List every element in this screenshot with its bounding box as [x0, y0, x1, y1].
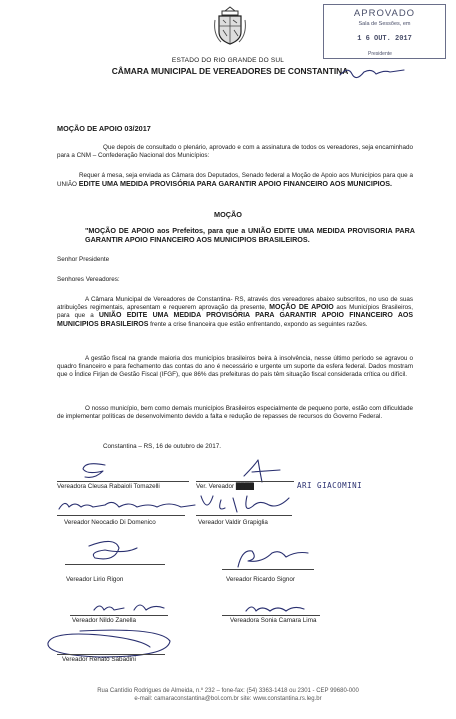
approval-stamp: [323, 4, 446, 59]
signature-label-neocadio: Vereador Neocadio Di Domenico: [64, 519, 156, 526]
request-text: Requer á mesa, seja enviada as Câmara dos Deputados, Senado federal a Moção de Apoio aos Municípios para que a UNIÃO: [57, 172, 413, 189]
signature-neocadio: [57, 495, 197, 515]
motion-text-c: aos Municípios Brasileiros, para que a: [57, 304, 413, 320]
signature-label-sonia: Vereadora Sonia Camara Lima: [230, 617, 317, 624]
signature-nildo: [92, 600, 168, 616]
motion-text-a: A Câmara Municipal de Vereadores de Constantina- RS, através dos vereadores abaixo subscritos, no uso de suas atribuições regimentais, apresentam e requerem aprovação da presente,: [57, 296, 413, 312]
signature-cleusa: [75, 461, 115, 483]
chamber-name: CÂMARA MUNICIPAL DE VEREADORES DE CONSTANTINA: [111, 66, 349, 76]
stamp-date: 1 6 OUT. 2017: [357, 35, 412, 43]
section-heading: MOÇÃO: [214, 210, 242, 219]
paragraph-municipality: O nosso município, bem como demais municípios Brasileiros especialmente de pequeno porte, estão com dificuldade de implementar políticas de desenvolvimento devido a falta e redução de repasses de recursos do Governo Federal.: [57, 405, 413, 421]
president-signature: [338, 66, 408, 80]
paragraph-fiscal: A gestão fiscal na grande maioria dos municípios brasileiros beira à insolvência, nesse último período se agravou o quadro financeiro e para fechamento das contas do ano é necessário e urgente um suporte da esfera federal. Dados mostram que o Índice Firjan de Gestão Fiscal (IFGF), que 86% das prefeituras do país têm situação fiscal considerada crítica ou difícil.: [57, 355, 413, 379]
request-bold: EDITE UMA MEDIDA PROVISÓRIA PARA GARANTIR APOIO FINANCEIRO AOS MUNICIPIOS.: [78, 179, 393, 189]
signature-ricardo: [232, 545, 312, 571]
paragraph-request: [57, 172, 413, 189]
signature-lirio: [85, 536, 145, 566]
signature-label-nildo: Vereador Nildo Zanella: [72, 617, 137, 624]
stamp-subtitle: Sala de Sessões, em: [358, 21, 411, 27]
motion-text-b: MOÇÃO DE APOIO: [269, 304, 334, 312]
stamp-role: Presidente: [368, 51, 392, 57]
signature-label-renato: Vereador Renato Sabadini: [62, 656, 136, 663]
dateline: Constantina – RS, 16 de outubro de 2017.: [103, 443, 221, 450]
signature-label-cleusa: Vereadora Cleusa Rabaioli Tomazelli: [57, 483, 160, 490]
signature-label-lirio: Vereador Lirio Rigon: [66, 576, 124, 583]
signature-label-valdir: Vereador Valdir Grapiglia: [198, 519, 268, 526]
signature-label-ari: Ver. Vereador ████: [196, 483, 254, 490]
paragraph-intro: Que depois de consultado o plenário, aprovado e com a assinatura de todos os vereadores, seja encaminhado para a CNM – Confederação Nacional dos Municípios:: [57, 144, 413, 160]
motion-quote: "MOÇÃO DE APOIO aos Prefeitos, para que a UNIÃO EDITE UMA MEDIDA PROVISORIA PARA GARANTIR APOIO FINANCEIRO AOS MUNICIPIOS BRASILEIROS.: [85, 226, 415, 244]
signature-label-ricardo: Vereador Ricardo Signor: [226, 576, 295, 583]
municipal-crest-icon: [213, 6, 247, 46]
document-title: MOÇÃO DE APOIO 03/2017: [57, 124, 151, 133]
stamp-title: APROVADO: [353, 8, 416, 19]
motion-text-d: UNIÃO EDITE UMA MEDIDA PROVISÓRIA PARA GARANTIR APOIO FINANCEIRO AOS MUNICIPIOS BRASILEIROS: [57, 312, 413, 328]
footer-contact: e-mail: camaraconstantina@bol.com.br site: www.constantina.rs.leg.br: [134, 696, 322, 702]
salute-president: Senhor Presidente: [57, 256, 110, 263]
state-name: ESTADO DO RIO GRANDE DO SUL: [171, 57, 285, 64]
motion-text-e: frente a crise financeira que estão enfrentando, expondo as seguintes razões.: [148, 320, 368, 328]
signature-handwritten-ari: ARI GIACOMINI: [297, 481, 363, 490]
salute-councillors: Senhores Vereadores:: [57, 276, 120, 283]
paragraph-motion: [57, 296, 413, 329]
footer-address: Rua Cantídio Rodrigues de Almeida, n.º 232 – fone-fax: (54) 3363-1418 ou 2301 - CEP 99680-000: [97, 688, 359, 694]
